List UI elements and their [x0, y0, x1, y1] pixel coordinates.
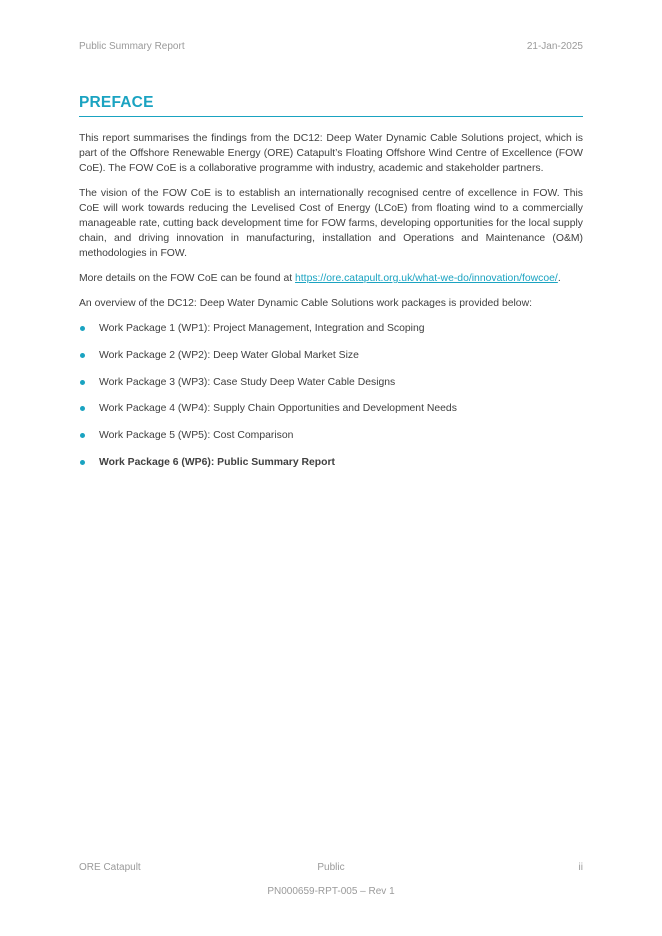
header-date: 21-Jan-2025 [526, 41, 583, 52]
list-item [79, 428, 583, 443]
intro-paragraph: This report summarises the findings from the DC12: Deep Water Dynamic Cable Solutions project, which is part of the Offshore Renewable Energy (ORE) Catapult’s Floating Offshore Wind Centre of Excellence (FOW CoE). The FOW CoE is a collaborative programme with industry, academic and stakeholder partners. [79, 133, 583, 174]
list-item-text: Work Package 6 (WP6): Public Summary Report [99, 456, 335, 468]
list-item-text: Work Package 4 (WP4): Supply Chain Opportunities and Development Needs [99, 403, 457, 415]
list-item [79, 375, 583, 390]
list-item [79, 401, 583, 416]
list-item-text: Work Package 1 (WP1): Project Management, Integration and Scoping [99, 323, 425, 334]
work-package-list [79, 321, 583, 470]
list-item-text: Work Package 2 (WP2): Deep Water Global Market Size [99, 349, 359, 361]
list-item-current [79, 455, 583, 470]
page-number: ii [578, 862, 583, 873]
bullet-icon [80, 460, 85, 465]
more-details-text: More details on the FOW CoE can be found at [79, 273, 296, 284]
bullet-icon [80, 380, 85, 385]
document-reference: PN000659-RPT-005 – Rev 1 [267, 886, 395, 897]
more-details-suffix: . [557, 273, 561, 284]
page-header [79, 41, 583, 55]
header-report-title: Public Summary Report [79, 41, 185, 52]
section-title: PREFACE [79, 94, 583, 117]
overview-paragraph: An overview of the DC12: Deep Water Dynamic Cable Solutions work packages is provided below: [79, 298, 532, 309]
page-footer [79, 862, 583, 876]
bullet-icon [80, 433, 85, 438]
list-item-text: Work Package 5 (WP5): Cost Comparison [99, 430, 294, 442]
list-item [79, 321, 583, 336]
list-item [79, 348, 583, 363]
bullet-icon [80, 353, 85, 358]
footer-organisation: ORE Catapult [79, 862, 141, 873]
list-item-text: Work Package 3 (WP3): Case Study Deep Water Cable Designs [99, 376, 396, 388]
bullet-icon [80, 406, 85, 411]
footer-classification: Public [317, 862, 345, 873]
more-details-paragraph [79, 271, 583, 286]
vision-paragraph: The vision of the FOW CoE is to establish an internationally recognised centre of excellence in FOW. This CoE will work towards reducing the Levelised Cost of Energy (LCoE) from floating wind to a commercially manageable rate, cutting back development time for FOW farms, developing opportunities for the local supply chain, and driving innovation in manufacturing, installation and Operations and Maintenance (O&M) methodologies in FOW. [79, 188, 583, 259]
fow-coe-link[interactable]: https://ore.catapult.org.uk/what-we-do/innovation/fowcoe/ [295, 273, 558, 284]
bullet-icon [80, 326, 85, 331]
main-content [79, 131, 583, 482]
